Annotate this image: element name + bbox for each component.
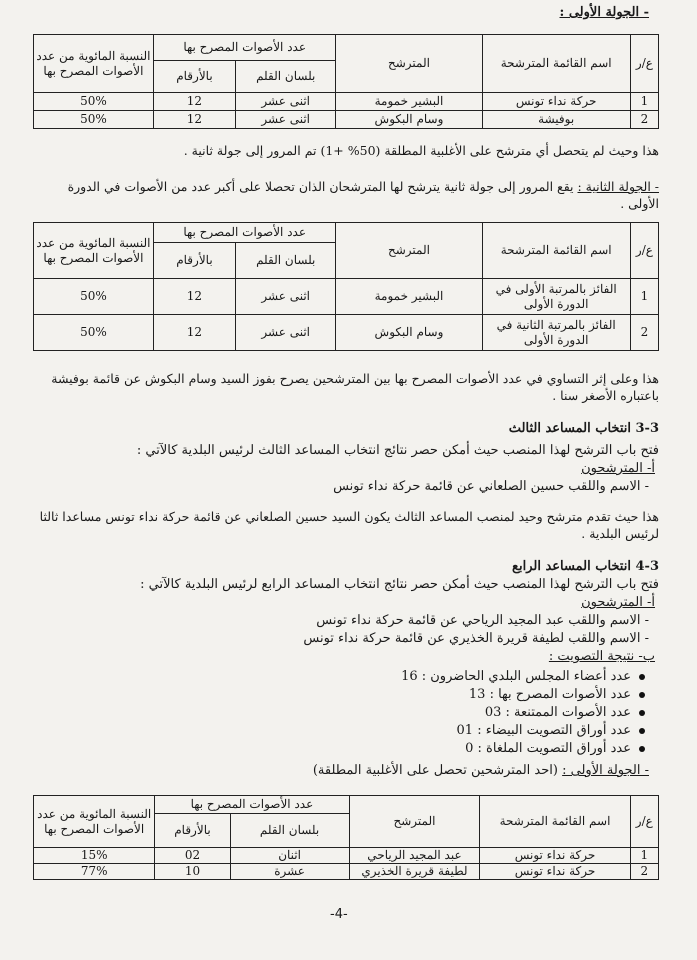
cell-words: اثنى عشر <box>236 315 336 351</box>
col-num: ع/ر <box>630 796 658 848</box>
cell-digits: 10 <box>155 864 230 880</box>
section-3-intro: فتح باب الترشح لهذا المنصب حيث أمكن حصر نتائج انتخاب المساعد الثالث لرئيس البلدية كالآتي : <box>136 443 659 458</box>
cell-words: عشرة <box>230 864 349 880</box>
round1b-label: - الجولة الأولى : <box>562 763 649 778</box>
cell-percent: 50% <box>34 93 154 111</box>
section-4-candidate-1: - الاسم واللقب عبد المجيد الرياحي عن قائمة حركة نداء تونس <box>316 613 649 628</box>
paragraph-2: هذا وعلى إثر التساوي في عدد الأصوات المصرح بها بين المترشحين يصرح بفوز السيد وسام البكوش عن قائمة بوفيشة باعتباره الأصغر سنا . <box>51 371 659 403</box>
col-candidate: المترشح <box>336 223 482 279</box>
cell-percent: 50% <box>34 315 154 351</box>
list-item <box>401 668 645 685</box>
col-votes: عدد الأصوات المصرح بها <box>153 35 336 61</box>
section-4-title: 4-3 انتخاب المساعد الرابع <box>512 559 659 574</box>
cell-list: الفائز بالمرتبة الثانية في الدورة الأولى <box>482 315 630 351</box>
round2-paragraph <box>39 178 659 212</box>
stat-text: عدد الأصوات الممتنعة : 03 <box>484 705 631 720</box>
bullet-icon <box>639 728 645 734</box>
table-row <box>34 864 659 880</box>
list-item <box>401 704 645 721</box>
table-row <box>34 111 659 129</box>
cell-digits: 12 <box>153 279 235 315</box>
col-votes: عدد الأصوات المصرح بها <box>153 223 336 243</box>
bullet-icon <box>639 746 645 752</box>
stat-text: عدد الأصوات المصرح بها : 13 <box>468 687 631 702</box>
cell-digits: 12 <box>153 315 235 351</box>
cell-num: 1 <box>630 93 658 111</box>
round2-text: يقع المرور إلى جولة ثانية يترشح لها المترشحان الذان تحصلا على أكبر عدد من الأصوات في الدورة الأولى . <box>67 179 659 211</box>
cell-words: اثنى عشر <box>236 93 336 111</box>
vote-stats-list <box>401 668 645 757</box>
cell-num: 1 <box>630 848 658 864</box>
results-table-2 <box>33 222 659 351</box>
cell-num: 1 <box>630 279 658 315</box>
cell-candidate: البشير خمومة <box>336 279 482 315</box>
stat-text: عدد أوراق التصويت البيضاء : 01 <box>456 723 631 738</box>
cell-list: حركة نداء تونس <box>480 848 630 864</box>
col-num: ع/ر <box>630 35 658 93</box>
cell-list: الفائز بالمرتبة الأولى في الدورة الأولى <box>482 279 630 315</box>
section-3-conclusion: هذا حيث تقدم مترشح وحيد لمنصب المساعد الثالث يكون السيد حسين الصلعاني عن قائمة حركة نداء تونس مساعدا ثالثا لرئيس البلدية . <box>39 509 659 541</box>
col-candidate: المترشح <box>336 35 482 93</box>
cell-num: 2 <box>630 111 658 129</box>
cell-list: حركة نداء تونس <box>480 864 630 880</box>
section-3-candidates-label: أ- المترشحون <box>581 461 655 476</box>
cell-words: اثنى عشر <box>236 279 336 315</box>
paragraph-1: هذا وحيث لم يتحصل أي مترشح على الأغلبية المطلقة (50% +1) تم المرور إلى جولة ثانية . <box>183 143 659 158</box>
stat-text: عدد أوراق التصويت الملغاة : 0 <box>465 741 631 756</box>
section-4-candidate-2: - الاسم واللقب لطيفة قريرة الخذيري عن قائمة حركة نداء تونس <box>303 631 649 646</box>
section-4-candidates-label: أ- المترشحون <box>581 595 655 610</box>
col-votes: عدد الأصوات المصرح بها <box>155 796 349 814</box>
cell-list: بوفيشة <box>482 111 630 129</box>
cell-candidate: وسام البكوش <box>336 111 482 129</box>
cell-num: 2 <box>630 315 658 351</box>
col-votes-words: بلسان القلم <box>230 814 349 848</box>
cell-percent: 50% <box>34 111 154 129</box>
cell-candidate: لطيفة قريرة الخذيري <box>349 864 480 880</box>
cell-list: حركة نداء تونس <box>482 93 630 111</box>
bullet-icon <box>639 710 645 716</box>
cell-percent: 77% <box>34 864 155 880</box>
round1b-line <box>313 762 649 779</box>
col-list: اسم القائمة المترشحة <box>482 35 630 93</box>
cell-digits: 02 <box>155 848 230 864</box>
section-3-title: 3-3 انتخاب المساعد الثالث <box>508 421 659 436</box>
cell-num: 2 <box>630 864 658 880</box>
round1b-text: (احد المترشحين تحصل على الأغلبية المطلقة) <box>312 763 558 778</box>
col-votes-digits: بالأرقام <box>153 61 235 93</box>
col-percent: النسبة المائوية من عدد الأصوات المصرح بها <box>34 796 155 848</box>
round2-label: - الجولة الثانية : <box>577 179 659 194</box>
list-item <box>401 722 645 739</box>
list-item <box>401 686 645 703</box>
cell-words: اثنان <box>230 848 349 864</box>
col-percent: النسبة المائوية من عدد الأصوات المصرح بها <box>34 223 154 279</box>
results-table-1 <box>33 34 659 129</box>
cell-words: اثنى عشر <box>236 111 336 129</box>
cell-percent: 15% <box>34 848 155 864</box>
col-votes-digits: بالأرقام <box>153 243 235 279</box>
page-number: -4- <box>330 907 348 922</box>
table-row <box>34 279 659 315</box>
table-row <box>34 93 659 111</box>
col-percent: النسبة المائوية من عدد الأصوات المصرح بها <box>34 35 154 93</box>
col-votes-words: بلسان القلم <box>236 61 336 93</box>
cell-candidate: وسام البكوش <box>336 315 482 351</box>
section-4-intro: فتح باب الترشح لهذا المنصب حيث أمكن حصر نتائج انتخاب المساعد الرابع لرئيس البلدية كالآتي : <box>140 577 659 592</box>
bullet-icon <box>639 692 645 698</box>
round1-heading: - الجولة الأولى : <box>559 5 649 20</box>
results-table-3 <box>33 795 659 880</box>
vote-result-label: ب- نتيجة التصويت : <box>548 649 655 664</box>
col-candidate: المترشح <box>349 796 480 848</box>
table-row <box>34 848 659 864</box>
cell-digits: 12 <box>153 93 235 111</box>
cell-candidate: البشير خمومة <box>336 93 482 111</box>
list-item <box>401 740 645 757</box>
table-row <box>34 315 659 351</box>
col-num: ع/ر <box>630 223 658 279</box>
col-list: اسم القائمة المترشحة <box>482 223 630 279</box>
cell-candidate: عبد المجيد الرياحي <box>349 848 480 864</box>
col-list: اسم القائمة المترشحة <box>480 796 630 848</box>
stat-text: عدد أعضاء المجلس البلدي الحاضرون : 16 <box>401 669 631 684</box>
cell-digits: 12 <box>153 111 235 129</box>
bullet-icon <box>639 674 645 680</box>
col-votes-digits: بالأرقام <box>155 814 230 848</box>
cell-percent: 50% <box>34 279 154 315</box>
col-votes-words: بلسان القلم <box>236 243 336 279</box>
section-3-candidate: - الاسم واللقب حسين الصلعاني عن قائمة حركة نداء تونس <box>333 479 649 494</box>
